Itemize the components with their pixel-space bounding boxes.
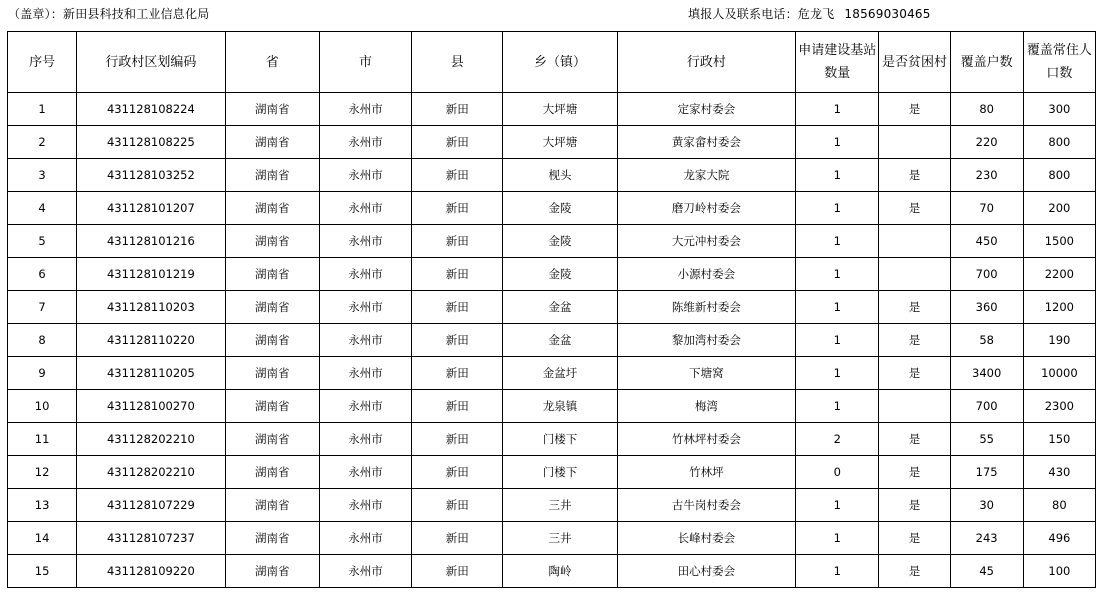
cell-station-count: 1 bbox=[796, 159, 879, 192]
cell-city: 永州市 bbox=[319, 456, 411, 489]
contact-person-label: 填报人及联系电话：危龙飞 bbox=[688, 7, 835, 21]
header-households: 覆盖户数 bbox=[950, 32, 1023, 93]
cell-village: 田心村委会 bbox=[617, 555, 795, 588]
cell-population: 1500 bbox=[1023, 225, 1095, 258]
table-row bbox=[8, 390, 1096, 423]
cell-township: 龙泉镇 bbox=[503, 390, 617, 423]
cell-village: 定家村委会 bbox=[617, 93, 795, 126]
cell-village: 小源村委会 bbox=[617, 258, 795, 291]
cell-village-code: 431128202210 bbox=[77, 456, 225, 489]
cell-village-code: 431128108224 bbox=[77, 93, 225, 126]
cell-index: 14 bbox=[8, 522, 77, 555]
cell-index: 13 bbox=[8, 489, 77, 522]
cell-township: 金陵 bbox=[503, 192, 617, 225]
cell-index: 9 bbox=[8, 357, 77, 390]
stamp-unit-label: （盖章）：新田县科技和工业信息化局 bbox=[8, 7, 210, 21]
cell-county: 新田 bbox=[412, 159, 503, 192]
cell-village: 梅湾 bbox=[617, 390, 795, 423]
cell-households: 175 bbox=[950, 456, 1023, 489]
header-city: 市 bbox=[319, 32, 411, 93]
cell-index: 8 bbox=[8, 324, 77, 357]
cell-station-count: 1 bbox=[796, 324, 879, 357]
cell-township: 门楼下 bbox=[503, 423, 617, 456]
cell-province: 湖南省 bbox=[225, 192, 319, 225]
cell-station-count: 0 bbox=[796, 456, 879, 489]
table-row bbox=[8, 93, 1096, 126]
cell-village-code: 431128108225 bbox=[77, 126, 225, 159]
cell-population: 190 bbox=[1023, 324, 1095, 357]
cell-households: 230 bbox=[950, 159, 1023, 192]
cell-province: 湖南省 bbox=[225, 456, 319, 489]
cell-county: 新田 bbox=[412, 324, 503, 357]
table-row bbox=[8, 126, 1096, 159]
cell-county: 新田 bbox=[412, 390, 503, 423]
table-row bbox=[8, 357, 1096, 390]
cell-township: 门楼下 bbox=[503, 456, 617, 489]
cell-poverty-village bbox=[879, 225, 950, 258]
cell-village: 陈维新村委会 bbox=[617, 291, 795, 324]
cell-station-count: 1 bbox=[796, 489, 879, 522]
cell-poverty-village: 是 bbox=[879, 555, 950, 588]
cell-households: 450 bbox=[950, 225, 1023, 258]
cell-city: 永州市 bbox=[319, 390, 411, 423]
cell-station-count: 2 bbox=[796, 423, 879, 456]
cell-province: 湖南省 bbox=[225, 126, 319, 159]
cell-city: 永州市 bbox=[319, 159, 411, 192]
cell-poverty-village: 是 bbox=[879, 357, 950, 390]
cell-index: 2 bbox=[8, 126, 77, 159]
cell-county: 新田 bbox=[412, 489, 503, 522]
cell-township: 金陵 bbox=[503, 258, 617, 291]
header-station-count: 申请建设基站数量 bbox=[796, 32, 879, 93]
cell-households: 70 bbox=[950, 192, 1023, 225]
cell-index: 12 bbox=[8, 456, 77, 489]
header-population: 覆盖常住人口数 bbox=[1023, 32, 1095, 93]
cell-households: 3400 bbox=[950, 357, 1023, 390]
cell-township: 大坪塘 bbox=[503, 93, 617, 126]
cell-village-code: 431128101219 bbox=[77, 258, 225, 291]
cell-city: 永州市 bbox=[319, 489, 411, 522]
cell-index: 11 bbox=[8, 423, 77, 456]
header-village: 行政村 bbox=[617, 32, 795, 93]
table-row bbox=[8, 423, 1096, 456]
cell-province: 湖南省 bbox=[225, 522, 319, 555]
cell-township: 金陵 bbox=[503, 225, 617, 258]
cell-households: 30 bbox=[950, 489, 1023, 522]
cell-village: 黄家畲村委会 bbox=[617, 126, 795, 159]
cell-county: 新田 bbox=[412, 126, 503, 159]
cell-poverty-village: 是 bbox=[879, 456, 950, 489]
cell-township: 金盆圩 bbox=[503, 357, 617, 390]
cell-households: 360 bbox=[950, 291, 1023, 324]
village-base-station-table bbox=[7, 31, 1096, 588]
cell-village-code: 431128202210 bbox=[77, 423, 225, 456]
cell-province: 湖南省 bbox=[225, 225, 319, 258]
table-row bbox=[8, 522, 1096, 555]
cell-village-code: 431128110205 bbox=[77, 357, 225, 390]
cell-village: 磨刀岭村委会 bbox=[617, 192, 795, 225]
cell-township: 金盆 bbox=[503, 324, 617, 357]
cell-index: 6 bbox=[8, 258, 77, 291]
table-row bbox=[8, 456, 1096, 489]
header-township: 乡（镇） bbox=[503, 32, 617, 93]
cell-village: 黎加湾村委会 bbox=[617, 324, 795, 357]
cell-province: 湖南省 bbox=[225, 423, 319, 456]
cell-province: 湖南省 bbox=[225, 357, 319, 390]
cell-province: 湖南省 bbox=[225, 291, 319, 324]
cell-poverty-village: 是 bbox=[879, 192, 950, 225]
table-row bbox=[8, 192, 1096, 225]
cell-population: 800 bbox=[1023, 126, 1095, 159]
cell-poverty-village: 是 bbox=[879, 324, 950, 357]
cell-poverty-village: 是 bbox=[879, 93, 950, 126]
cell-station-count: 1 bbox=[796, 291, 879, 324]
header-index: 序号 bbox=[8, 32, 77, 93]
cell-station-count: 1 bbox=[796, 93, 879, 126]
cell-index: 7 bbox=[8, 291, 77, 324]
contact-info bbox=[688, 4, 931, 24]
cell-county: 新田 bbox=[412, 456, 503, 489]
cell-poverty-village: 是 bbox=[879, 489, 950, 522]
cell-station-count: 1 bbox=[796, 390, 879, 423]
cell-village: 长峰村委会 bbox=[617, 522, 795, 555]
cell-index: 3 bbox=[8, 159, 77, 192]
cell-village-code: 431128101216 bbox=[77, 225, 225, 258]
cell-population: 800 bbox=[1023, 159, 1095, 192]
table-row bbox=[8, 324, 1096, 357]
cell-village-code: 431128101207 bbox=[77, 192, 225, 225]
cell-station-count: 1 bbox=[796, 522, 879, 555]
cell-households: 55 bbox=[950, 423, 1023, 456]
cell-county: 新田 bbox=[412, 522, 503, 555]
cell-population: 10000 bbox=[1023, 357, 1095, 390]
table-row bbox=[8, 159, 1096, 192]
cell-village-code: 431128110203 bbox=[77, 291, 225, 324]
cell-province: 湖南省 bbox=[225, 489, 319, 522]
table-row bbox=[8, 225, 1096, 258]
cell-city: 永州市 bbox=[319, 522, 411, 555]
cell-city: 永州市 bbox=[319, 555, 411, 588]
cell-township: 三井 bbox=[503, 489, 617, 522]
cell-village: 竹林坪村委会 bbox=[617, 423, 795, 456]
cell-index: 15 bbox=[8, 555, 77, 588]
cell-population: 100 bbox=[1023, 555, 1095, 588]
cell-province: 湖南省 bbox=[225, 324, 319, 357]
cell-county: 新田 bbox=[412, 555, 503, 588]
cell-province: 湖南省 bbox=[225, 390, 319, 423]
cell-population: 2200 bbox=[1023, 258, 1095, 291]
cell-population: 300 bbox=[1023, 93, 1095, 126]
cell-province: 湖南省 bbox=[225, 93, 319, 126]
document-header bbox=[0, 4, 1103, 24]
cell-city: 永州市 bbox=[319, 126, 411, 159]
cell-village-code: 431128103252 bbox=[77, 159, 225, 192]
cell-poverty-village: 是 bbox=[879, 522, 950, 555]
cell-village: 竹林坪 bbox=[617, 456, 795, 489]
table-row bbox=[8, 489, 1096, 522]
cell-county: 新田 bbox=[412, 291, 503, 324]
cell-city: 永州市 bbox=[319, 93, 411, 126]
table-row bbox=[8, 291, 1096, 324]
cell-station-count: 1 bbox=[796, 258, 879, 291]
cell-county: 新田 bbox=[412, 192, 503, 225]
cell-households: 220 bbox=[950, 126, 1023, 159]
cell-village-code: 431128110220 bbox=[77, 324, 225, 357]
cell-village: 龙家大院 bbox=[617, 159, 795, 192]
cell-households: 243 bbox=[950, 522, 1023, 555]
cell-village-code: 431128100270 bbox=[77, 390, 225, 423]
cell-township: 三井 bbox=[503, 522, 617, 555]
cell-county: 新田 bbox=[412, 423, 503, 456]
cell-city: 永州市 bbox=[319, 357, 411, 390]
cell-poverty-village: 是 bbox=[879, 291, 950, 324]
cell-population: 430 bbox=[1023, 456, 1095, 489]
cell-poverty-village bbox=[879, 390, 950, 423]
cell-province: 湖南省 bbox=[225, 258, 319, 291]
header-province: 省 bbox=[225, 32, 319, 93]
cell-population: 150 bbox=[1023, 423, 1095, 456]
cell-station-count: 1 bbox=[796, 357, 879, 390]
cell-population: 496 bbox=[1023, 522, 1095, 555]
cell-households: 700 bbox=[950, 390, 1023, 423]
cell-index: 10 bbox=[8, 390, 77, 423]
cell-township: 大坪塘 bbox=[503, 126, 617, 159]
cell-village: 大元冲村委会 bbox=[617, 225, 795, 258]
table-header-row bbox=[8, 32, 1096, 93]
cell-population: 2300 bbox=[1023, 390, 1095, 423]
cell-poverty-village bbox=[879, 258, 950, 291]
cell-county: 新田 bbox=[412, 93, 503, 126]
cell-households: 700 bbox=[950, 258, 1023, 291]
header-village-code: 行政村区划编码 bbox=[77, 32, 225, 93]
cell-poverty-village bbox=[879, 126, 950, 159]
table-row bbox=[8, 258, 1096, 291]
cell-township: 枧头 bbox=[503, 159, 617, 192]
table-row bbox=[8, 555, 1096, 588]
contact-phone: 18569030465 bbox=[844, 7, 931, 21]
cell-county: 新田 bbox=[412, 258, 503, 291]
cell-index: 1 bbox=[8, 93, 77, 126]
cell-province: 湖南省 bbox=[225, 159, 319, 192]
cell-city: 永州市 bbox=[319, 291, 411, 324]
cell-township: 陶岭 bbox=[503, 555, 617, 588]
cell-county: 新田 bbox=[412, 357, 503, 390]
header-poverty-village: 是否贫困村 bbox=[879, 32, 950, 93]
cell-station-count: 1 bbox=[796, 225, 879, 258]
cell-index: 5 bbox=[8, 225, 77, 258]
cell-station-count: 1 bbox=[796, 555, 879, 588]
cell-station-count: 1 bbox=[796, 192, 879, 225]
cell-population: 80 bbox=[1023, 489, 1095, 522]
cell-city: 永州市 bbox=[319, 423, 411, 456]
cell-households: 58 bbox=[950, 324, 1023, 357]
cell-city: 永州市 bbox=[319, 258, 411, 291]
cell-households: 80 bbox=[950, 93, 1023, 126]
cell-township: 金盆 bbox=[503, 291, 617, 324]
cell-village: 下塘窝 bbox=[617, 357, 795, 390]
cell-city: 永州市 bbox=[319, 324, 411, 357]
cell-county: 新田 bbox=[412, 225, 503, 258]
cell-station-count: 1 bbox=[796, 126, 879, 159]
cell-index: 4 bbox=[8, 192, 77, 225]
cell-province: 湖南省 bbox=[225, 555, 319, 588]
cell-population: 200 bbox=[1023, 192, 1095, 225]
cell-population: 1200 bbox=[1023, 291, 1095, 324]
cell-households: 45 bbox=[950, 555, 1023, 588]
cell-village-code: 431128109220 bbox=[77, 555, 225, 588]
cell-village-code: 431128107229 bbox=[77, 489, 225, 522]
table-body bbox=[8, 93, 1096, 588]
cell-village-code: 431128107237 bbox=[77, 522, 225, 555]
cell-poverty-village: 是 bbox=[879, 159, 950, 192]
cell-poverty-village: 是 bbox=[879, 423, 950, 456]
cell-city: 永州市 bbox=[319, 192, 411, 225]
cell-village: 古牛岗村委会 bbox=[617, 489, 795, 522]
cell-city: 永州市 bbox=[319, 225, 411, 258]
header-county: 县 bbox=[412, 32, 503, 93]
